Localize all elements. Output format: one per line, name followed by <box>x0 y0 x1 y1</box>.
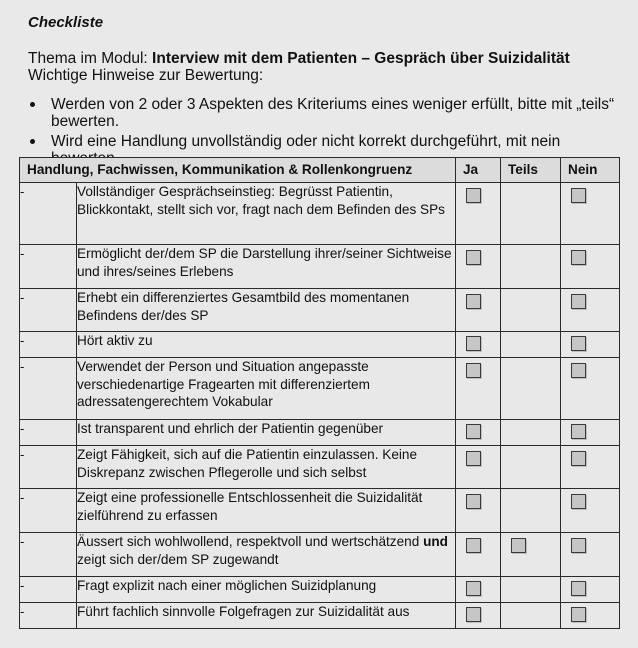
checkbox-nein[interactable] <box>571 188 586 203</box>
row-marker: - <box>20 446 77 489</box>
table-row <box>20 446 620 489</box>
header-ja: Ja <box>456 158 501 183</box>
row-criterion: Ermöglicht der/dem SP die Darstellung ihrer/seiner Sichtweise und ihres/seines Erlebens <box>77 245 456 289</box>
row-marker: - <box>20 533 77 577</box>
checkbox-ja[interactable] <box>466 336 481 351</box>
checkbox-ja[interactable] <box>466 363 481 378</box>
criterion-text-bold: und <box>423 534 448 549</box>
criterion-text-pre: Äussert sich wohlwollend, respektvoll und wertschätzend <box>77 534 424 549</box>
table-header-row <box>20 158 620 183</box>
checklist-table <box>19 157 620 629</box>
checkbox-nein[interactable] <box>571 494 586 509</box>
criterion-text-post: zeigt sich der/dem SP zugewandt <box>77 551 279 567</box>
row-criterion: Vollständiger Gesprächseinstieg: Begrüsst Patientin, Blickkontakt, stellt sich vor, fragt nach dem Befinden des SPs <box>77 183 456 245</box>
checkbox-nein[interactable] <box>571 250 586 265</box>
hint-text: Werden von 2 oder 3 Aspekten des Kriteriums eines weniger erfüllt, bitte mit „teils“ bewerten. <box>51 96 615 130</box>
row-marker: - <box>20 332 77 358</box>
row-criterion: Ist transparent und ehrlich der Patientin gegenüber <box>77 420 456 446</box>
checkbox-ja[interactable] <box>466 451 481 466</box>
row-marker: - <box>20 245 77 289</box>
checkbox-ja[interactable] <box>466 424 481 439</box>
row-criterion: Führt fachlich sinnvolle Folgefragen zur Suizidalität aus <box>77 603 456 629</box>
header-teils: Teils <box>501 158 561 183</box>
checkbox-nein[interactable] <box>571 363 586 378</box>
row-criterion: Zeigt eine professionelle Entschlossenheit die Suizidalität zielführend zu erfassen <box>77 489 456 533</box>
table-row <box>20 533 620 577</box>
table-row <box>20 332 620 358</box>
checkbox-nein[interactable] <box>571 581 586 596</box>
row-criterion <box>77 533 456 577</box>
table-row <box>20 420 620 446</box>
row-marker: - <box>20 489 77 533</box>
checkbox-ja[interactable] <box>466 188 481 203</box>
table-row <box>20 245 620 289</box>
topic-value: Interview mit dem Patienten – Gespräch über Suizidalität <box>152 50 570 67</box>
checkbox-ja[interactable] <box>466 581 481 596</box>
document-title: Checkliste <box>28 14 104 31</box>
table-row <box>20 489 620 533</box>
checkbox-ja[interactable] <box>466 294 481 309</box>
checkbox-ja[interactable] <box>466 538 481 553</box>
row-marker: - <box>20 289 77 332</box>
hints-heading: Wichtige Hinweise zur Bewertung: <box>28 67 264 84</box>
row-marker: - <box>20 358 77 420</box>
topic-label: Thema im Modul: <box>28 50 153 67</box>
bullet-icon <box>30 139 35 144</box>
table-row <box>20 577 620 603</box>
checkbox-ja[interactable] <box>466 607 481 622</box>
checkbox-nein[interactable] <box>571 336 586 351</box>
row-criterion: Erhebt ein differenziertes Gesamtbild des momentanen Befindens der/des SP <box>77 289 456 332</box>
row-marker: - <box>20 420 77 446</box>
checkbox-ja[interactable] <box>466 250 481 265</box>
table-row <box>20 289 620 332</box>
row-criterion: Zeigt Fähigkeit, sich auf die Patientin einzulassen. Keine Diskrepanz zwischen Pflegerolle und sich selbst <box>77 446 456 489</box>
row-criterion: Hört aktiv zu <box>77 332 456 358</box>
row-marker: - <box>20 603 77 629</box>
header-criterion: Handlung, Fachwissen, Kommunikation & Rollenkongruenz <box>20 158 456 183</box>
row-marker: - <box>20 577 77 603</box>
header-nein: Nein <box>561 158 620 183</box>
checkbox-nein[interactable] <box>571 294 586 309</box>
row-criterion: Fragt explizit nach einer möglichen Suizidplanung <box>77 577 456 603</box>
checkbox-nein[interactable] <box>571 607 586 622</box>
table-row <box>20 183 620 245</box>
hint-item <box>28 96 628 130</box>
checkbox-nein[interactable] <box>571 424 586 439</box>
row-criterion: Verwendet der Person und Situation angepasste verschiedenartige Fragearten mit differenziertem adressatengerechtem Vokabular <box>77 358 456 420</box>
module-topic <box>28 50 570 68</box>
row-marker: - <box>20 183 77 245</box>
checkbox-nein[interactable] <box>571 451 586 466</box>
checkbox-nein[interactable] <box>571 538 586 553</box>
table-row <box>20 603 620 629</box>
checkbox-teils[interactable] <box>511 538 526 553</box>
hint-text: Wird eine Handlung unvollständig oder nicht korrekt durchgeführt, mit nein <box>51 133 561 150</box>
bullet-icon <box>30 102 35 107</box>
checkbox-ja[interactable] <box>466 494 481 509</box>
table-row <box>20 358 620 420</box>
